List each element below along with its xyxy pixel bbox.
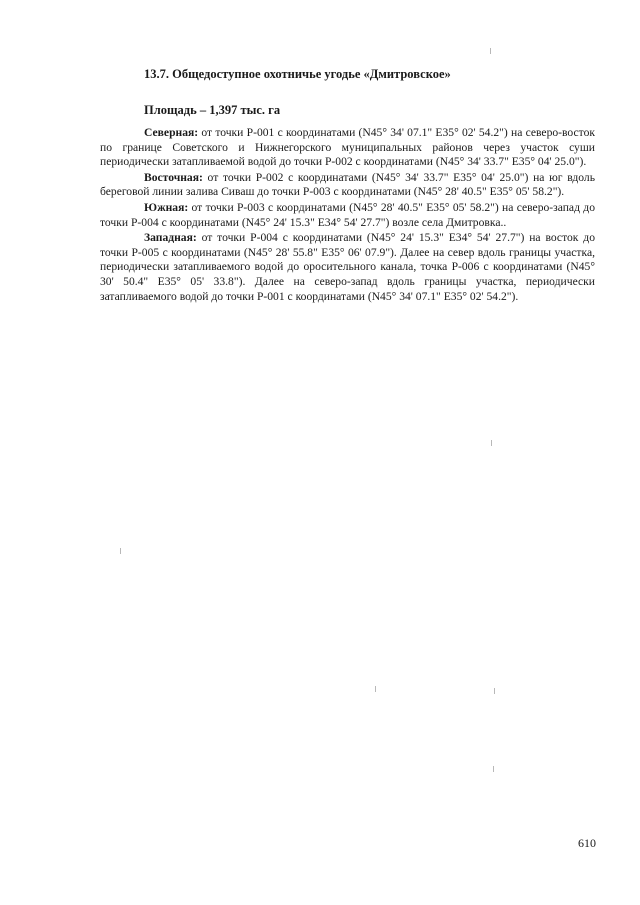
boundary-west <box>100 231 595 304</box>
boundary-description <box>100 126 595 305</box>
boundary-label: Восточная: <box>144 170 203 184</box>
boundary-text: от точки Р-003 с координатами (N45° 28' 40.5" E35° 05' 58.2") на северо-запад до точки Р-004 с координатами (N45° 24' 15.3" E34° 54' 27.7") возле села Дмитровка.. <box>100 200 595 229</box>
scan-speck <box>490 48 491 54</box>
boundary-east <box>100 171 595 200</box>
scan-speck <box>120 548 121 554</box>
boundary-text: от точки Р-004 с координатами (N45° 24' 15.3" E34° 54' 27.7") на восток до точки Р-005 с координатами (N45° 28' 55.8" E35° 06' 07.9"). Далее на север вдоль границы участка, периодически затапливаемого водой до оросительного канала, точка Р-006 с координатами (N45° 30' 50.4" E35° 05' 33.8"). Далее на северо-запад вдоль границы участка, периодически затапливаемого водой до точки Р-001 с координатами (N45° 34' 07.1" E35° 02' 54.2"). <box>100 231 595 303</box>
scan-speck <box>491 440 492 446</box>
boundary-label: Северная: <box>144 126 199 139</box>
section-heading: 13.7. Общедоступное охотничье угодье «Дмитровское» <box>144 67 451 81</box>
scan-speck <box>493 766 494 772</box>
area-line: Площадь – 1,397 тыс. га <box>144 103 281 117</box>
boundary-south <box>100 201 595 230</box>
boundary-label: Южная: <box>144 200 189 214</box>
boundary-label: Западная: <box>144 231 197 245</box>
page-number: 610 <box>578 836 596 850</box>
scan-speck <box>494 688 495 694</box>
boundary-text: от точки Р-002 с координатами (N45° 34' 33.7" E35° 04' 25.0") на юг вдоль береговой линии залива Сиваш до точки Р-003 с координатами (N45° 28' 40.5" E35° 05' 58.2"). <box>100 170 595 199</box>
boundary-text: от точки Р-001 с координатами (N45° 34' 07.1" E35° 02' 54.2") на северо-восток по границе Советского и Нижнегорского муниципальных районов через участок суши периодически затапливаемой водой до точки Р-002 с координатами (N45° 34' 33.7" E35° 04' 25.0"). <box>100 126 595 169</box>
boundary-north <box>100 126 595 170</box>
scan-speck <box>375 686 376 692</box>
